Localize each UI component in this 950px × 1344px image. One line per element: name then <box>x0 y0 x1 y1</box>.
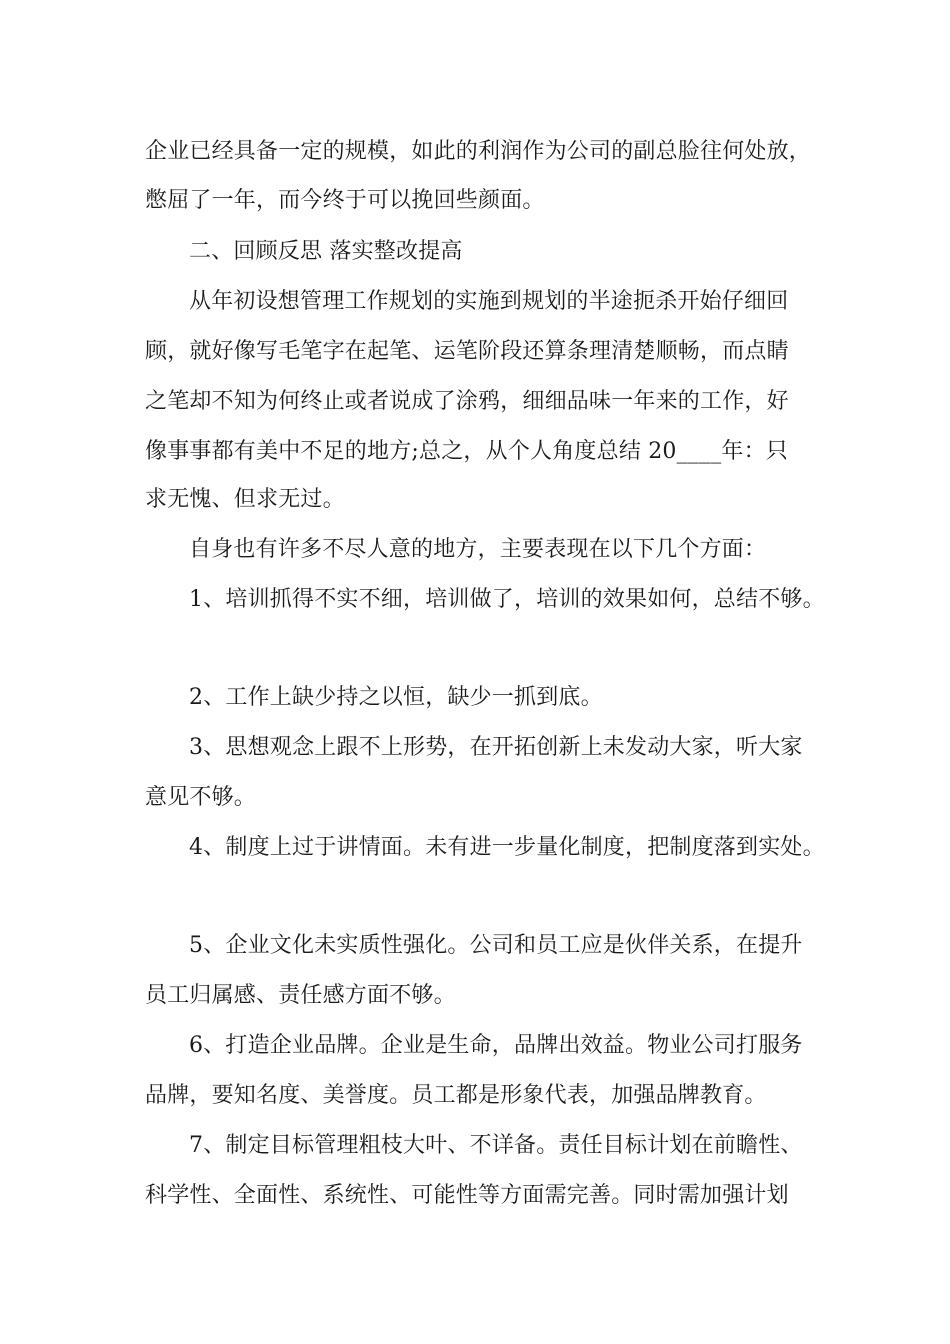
list-item: 7、制定目标管理粗枝大叶、不详备。责任目标计划在前瞻性、 <box>189 1133 803 1158</box>
text-line: 自身也有许多不尽人意的地方，主要表现在以下几个方面： <box>189 537 767 562</box>
text-line: 员工归属感、责任感方面不够。 <box>145 983 456 1008</box>
text-line: 意见不够。 <box>145 785 257 810</box>
list-item: 4、制度上过于讲情面。未有进一步量化制度，把制度落到实处。 <box>189 835 825 860</box>
text-line: 顾，就好像写毛笔字在起笔、运笔阶段还算条理清楚顺畅，而点睛 <box>145 339 789 364</box>
list-item: 2、工作上缺少持之以恒，缺少一抓到底。 <box>189 685 603 710</box>
section-heading: 二、回顾反思 落实整改提高 <box>189 239 463 264</box>
list-item: 3、思想观念上跟不上形势，在开拓创新上未发动大家，听大家 <box>189 735 803 760</box>
text-line: 企业已经具备一定的规模，如此的利润作为公司的副总脸往何处放， <box>145 139 812 164</box>
list-item: 6、打造企业品牌。企业是生命，品牌出效益。物业公司打服务 <box>189 1033 803 1058</box>
list-item: 1、培训抓得不实不细，培训做了，培训的效果如何，总结不够。 <box>189 587 825 612</box>
text-line: 求无愧、但求无过。 <box>145 487 345 512</box>
text-line: 科学性、全面性、系统性、可能性等方面需完善。同时需加强计划 <box>145 1183 789 1208</box>
text-line: 从年初设想管理工作规划的实施到规划的半途扼杀开始仔细回 <box>189 289 789 314</box>
text-line: 品牌，要知名度、美誉度。员工都是形象代表，加强品牌教育。 <box>145 1083 767 1108</box>
list-item: 5、企业文化未实质性强化。公司和员工应是伙伴关系，在提升 <box>189 933 803 958</box>
text-line: 憋屈了一年，而今终于可以挽回些颜面。 <box>145 188 545 213</box>
text-line: 像事事都有美中不足的地方;总之，从个人角度总结 20____年：只 <box>145 439 789 464</box>
text-line: 之笔却不知为何终止或者说成了涂鸦，细细品味一年来的工作，好 <box>145 389 789 414</box>
